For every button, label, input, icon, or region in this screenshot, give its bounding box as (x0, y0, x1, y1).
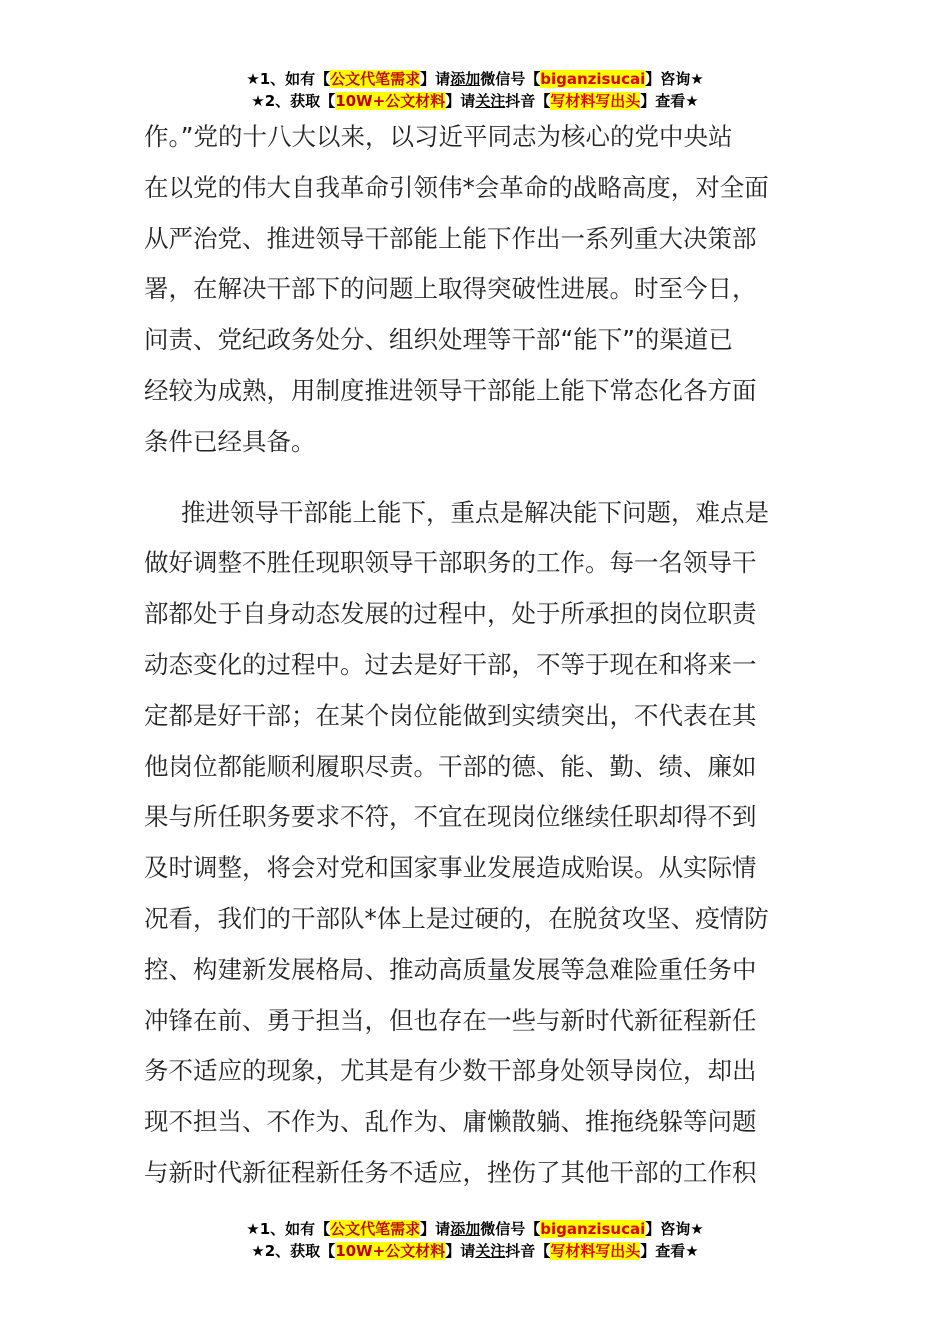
text-line: 问责、党纪政务处分、组织处理等干部“能下”的渠道已 (144, 325, 733, 355)
text-line: 定都是好干部；在某个岗位能做到实绩突出，不代表在其 (144, 700, 757, 730)
text-line: 推进领导干部能上能下，重点是解决能下问题，难点是 (181, 497, 769, 527)
promo-text: ★1、如有【 (246, 70, 331, 88)
promo-text: 微信号【 (480, 70, 541, 88)
text-line: 做好调整不胜任现职领导干部职务的工作。每一名领导干 (144, 548, 757, 578)
promo-highlight: 10W+公文材料 (335, 92, 446, 110)
promo-text: 】请 (420, 70, 451, 88)
text-line: 控、构建新发展格局、推动高质量发展等急难险重任务中 (144, 954, 757, 984)
text-line: 条件已经具备。 (144, 426, 316, 456)
promo-text: ★1、如有【 (246, 1220, 331, 1238)
promo-text: 抖音【 (505, 92, 551, 110)
paragraph-1 (144, 112, 808, 468)
text-line: 与新时代新征程新任务不适应，挫伤了其他干部的工作积 (144, 1157, 757, 1187)
promo-underline: 添加 (450, 1220, 481, 1238)
text-line: 及时调整，将会对党和国家事业发展造成贻误。从实际情 (144, 853, 757, 883)
promo-text: 微信号【 (480, 1220, 541, 1238)
text-line: 作。”党的十八大以来，以习近平同志为核心的党中央站 (144, 122, 733, 151)
paragraph-gap (144, 468, 808, 488)
text-line: 务不适应的现象，尤其是有少数干部身处领导岗位，却出 (144, 1056, 757, 1086)
text-line: 果与所任职务要求不符，不宜在现岗位继续任职却得不到 (144, 802, 757, 832)
douyin-name: 写材料写出头 (550, 92, 641, 110)
text-line: 他岗位都能顺利履职尽责。干部的德、能、勤、绩、廉如 (144, 751, 757, 781)
promo-text: 】咨询★ (645, 1220, 704, 1238)
promo-text: 】请 (420, 1220, 451, 1238)
text-line: 经较为成熟，用制度推进领导干部能上能下常态化各方面 (144, 375, 757, 405)
promo-highlight: 公文代笔需求 (330, 70, 421, 88)
promo-line-1 (0, 1218, 950, 1240)
text-line: 部都处于自身动态发展的过程中，处于所承担的岗位职责 (144, 599, 757, 629)
promo-banner-bottom (0, 1218, 950, 1262)
text-line: 在以党的伟大自我革命引领伟*会革命的战略高度，对全面 (144, 172, 769, 202)
promo-underline: 关注 (475, 92, 506, 110)
promo-text: 】请 (445, 1242, 476, 1260)
text-line: 署，在解决干部下的问题上取得突破性进展。时至今日， (144, 274, 757, 304)
promo-text: 】查看★ (640, 92, 699, 110)
douyin-name: 写材料写出头 (550, 1242, 641, 1260)
wechat-id: biganzisucai (540, 1220, 646, 1238)
document-body (144, 112, 808, 1199)
text-line: 冲锋在前、勇于担当，但也存在一些与新时代新征程新任 (144, 1005, 757, 1035)
wechat-id: biganzisucai (540, 70, 646, 88)
promo-text: 】请 (445, 92, 476, 110)
paragraph-2 (144, 488, 808, 1199)
text-line: 从严治党、推进领导干部能上能下作出一系列重大决策部 (144, 223, 757, 253)
promo-text: 】查看★ (640, 1242, 699, 1260)
text-line: 现不担当、不作为、乱作为、庸懒散躺、推拖绕躲等问题 (144, 1107, 757, 1137)
text-line: 动态变化的过程中。过去是好干部，不等于现在和将来一 (144, 649, 757, 679)
promo-highlight: 公文代笔需求 (330, 1220, 421, 1238)
promo-text: 】咨询★ (645, 70, 704, 88)
promo-banner-top (0, 68, 950, 112)
promo-line-2 (0, 90, 950, 112)
text-line: 况看，我们的干部队*体上是过硬的，在脱贫攻坚、疫情防 (144, 903, 769, 933)
promo-highlight: 10W+公文材料 (335, 1242, 446, 1260)
promo-text: ★2、获取【 (251, 92, 336, 110)
promo-text: 抖音【 (505, 1242, 551, 1260)
promo-text: ★2、获取【 (251, 1242, 336, 1260)
promo-line-1 (0, 68, 950, 90)
promo-line-2 (0, 1240, 950, 1262)
promo-underline: 添加 (450, 70, 481, 88)
promo-underline: 关注 (475, 1242, 506, 1260)
